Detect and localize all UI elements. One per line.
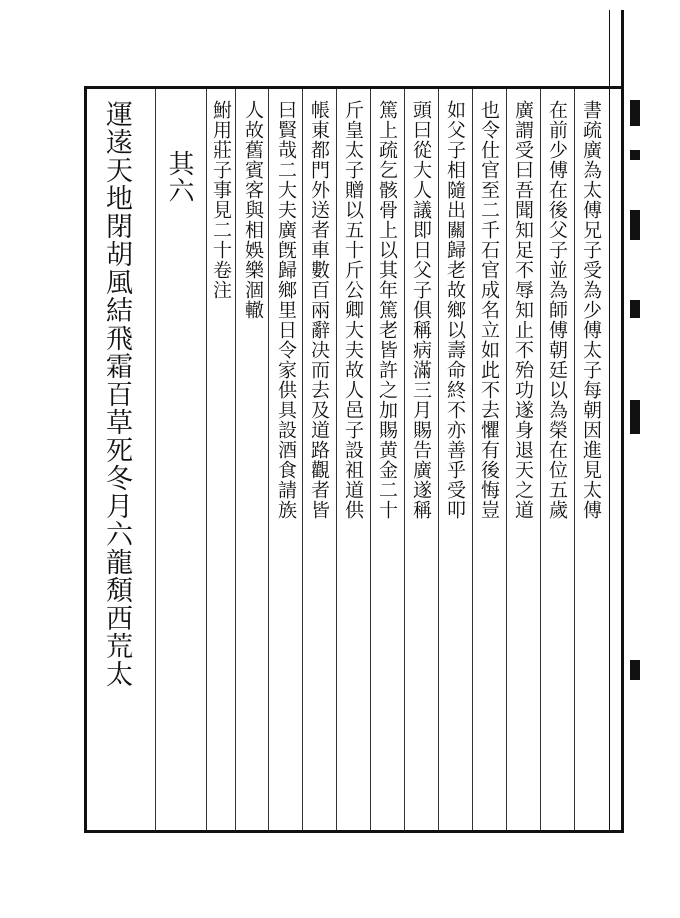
poem-main-column: 運逺天地閉胡風結飛霜百草死冬月六龍頽西荒太 (101, 100, 132, 688)
column-rule (206, 89, 207, 830)
section-heading: 其六 (164, 150, 194, 204)
note-column: 如父子相隨出關歸老故鄉以壽命終不亦善乎受叩 (444, 100, 466, 520)
note-column: 斤皇太子贈以五十斤公卿大夫故人邑子設祖道供 (342, 100, 364, 520)
frame-bottom-border (84, 830, 624, 833)
note-column: 也令仕官至二千石官成名立如此不去懼有後悔豈 (478, 100, 500, 520)
margin-mark (630, 150, 640, 160)
frame-right-inner-border (609, 10, 610, 833)
column-rule (302, 89, 303, 830)
margin-mark (630, 300, 640, 318)
note-column: 頭曰從大人議即日父子俱稱病滿三月賜告廣遂稱 (410, 100, 432, 520)
column-rule (336, 89, 337, 830)
frame-top-border (84, 86, 624, 89)
note-column: 篤上疏乞骸骨上以其年篤老皆許之加賜黄金二十 (376, 100, 398, 520)
note-column: 人故舊賓客與相娛樂涸轍 (242, 100, 264, 320)
column-rule (506, 89, 507, 830)
column-rule (235, 89, 236, 830)
column-rule (268, 89, 269, 830)
note-column: 曰賢哉二大夫廣旣歸鄉里日令家供具設酒食請族 (275, 100, 297, 520)
margin-mark (630, 660, 640, 680)
note-column: 書疏廣為太傅兄子受為少傅太子每朝因進見太傅 (580, 100, 602, 520)
column-rule (155, 89, 156, 830)
note-column: 在前少傅在後父子並為師傅朝廷以為榮在位五歲 (546, 100, 568, 520)
column-rule (574, 89, 575, 830)
frame-right-border (621, 10, 624, 833)
note-column: 帳東都門外送者車數百兩辭决而去及道路觀者皆 (308, 100, 330, 520)
column-rule (472, 89, 473, 830)
margin-mark (630, 210, 640, 240)
column-rule (370, 89, 371, 830)
frame-left-border (84, 86, 87, 833)
note-column: 鮒用莊子事見二十卷注 (210, 100, 232, 300)
note-column: 廣謂受曰吾聞知足不辱知止不殆功遂身退天之道 (512, 100, 534, 520)
column-rule (540, 89, 541, 830)
margin-mark (630, 400, 640, 434)
column-rule (404, 89, 405, 830)
margin-mark (630, 100, 640, 126)
column-rule (438, 89, 439, 830)
